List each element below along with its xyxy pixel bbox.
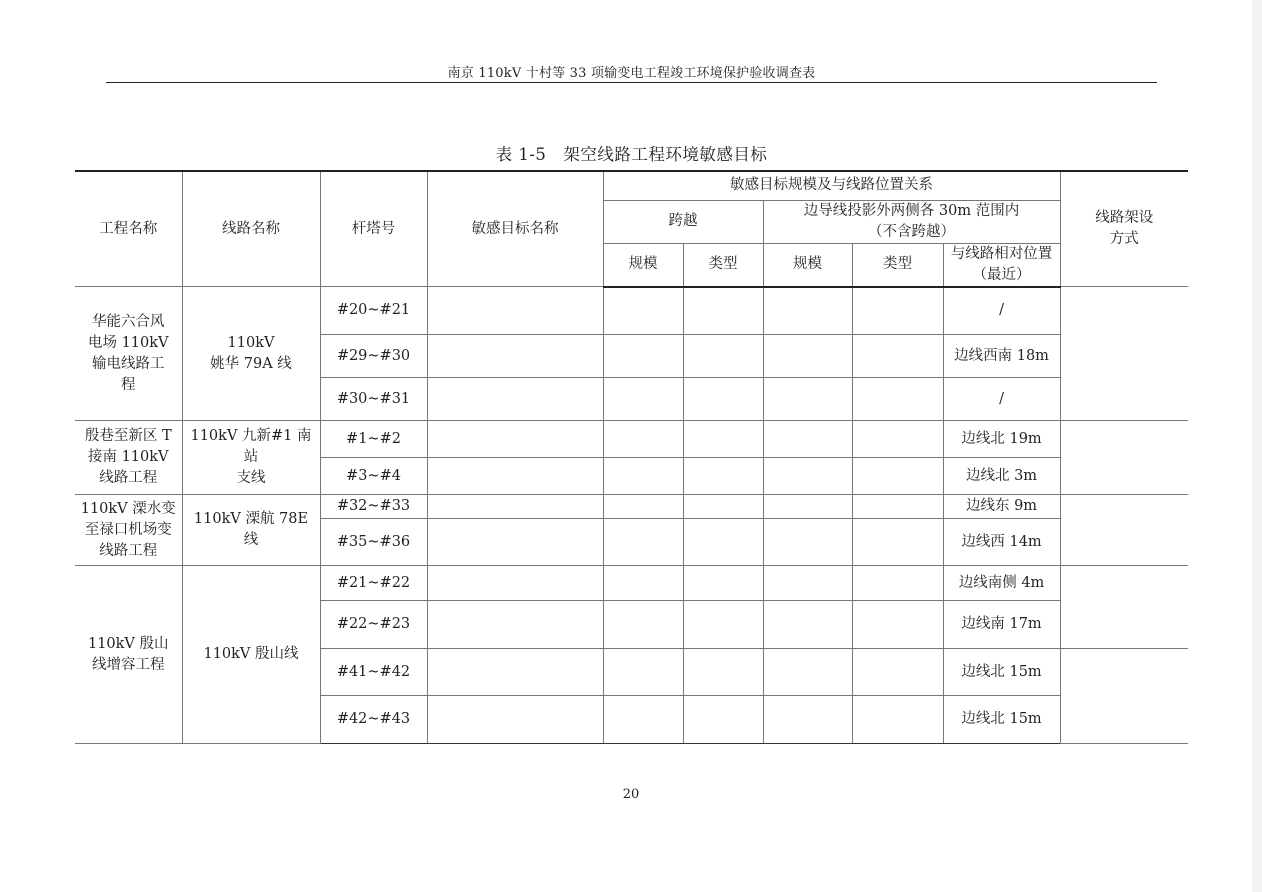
project-name-cell: 110kV 溧水变 至禄口机场变 线路工程 bbox=[75, 495, 182, 566]
side-scale-cell bbox=[763, 458, 852, 495]
side-type-cell bbox=[852, 495, 943, 519]
cross-scale-cell bbox=[603, 335, 683, 378]
side-scale-cell bbox=[763, 335, 852, 378]
relative-position-cell: 边线东 9m bbox=[943, 495, 1060, 519]
cross-type-cell bbox=[683, 287, 763, 335]
side-type-cell bbox=[852, 601, 943, 649]
tower-cell: #30~#31 bbox=[320, 378, 427, 421]
table-row bbox=[75, 495, 1188, 519]
cross-scale-cell bbox=[603, 601, 683, 649]
cross-scale-cell bbox=[603, 287, 683, 335]
cross-type-cell bbox=[683, 378, 763, 421]
side-scale-cell bbox=[763, 421, 852, 458]
relative-position-cell: 边线南 17m bbox=[943, 601, 1060, 649]
side-type-cell bbox=[852, 649, 943, 696]
header-relative-position: 与线路相对位置 （最近） bbox=[943, 243, 1060, 287]
relative-position-cell: / bbox=[943, 378, 1060, 421]
page-number: 20 bbox=[622, 787, 640, 802]
erection-method-cell bbox=[1060, 495, 1188, 566]
side-type-cell bbox=[852, 287, 943, 335]
target-name-cell bbox=[427, 378, 603, 421]
tower-cell: #42~#43 bbox=[320, 696, 427, 744]
header-target-name: 敏感目标名称 bbox=[427, 171, 603, 287]
header-side-range: 边导线投影外两侧各 30m 范围内 （不含跨越） bbox=[763, 200, 1060, 243]
cross-type-cell bbox=[683, 335, 763, 378]
cross-type-cell bbox=[683, 495, 763, 519]
header-tower-number: 杆塔号 bbox=[320, 171, 427, 287]
relative-position-cell: / bbox=[943, 287, 1060, 335]
cross-scale-cell bbox=[603, 458, 683, 495]
side-scale-cell bbox=[763, 696, 852, 744]
side-scale-cell bbox=[763, 495, 852, 519]
cross-type-cell bbox=[683, 458, 763, 495]
cross-scale-cell bbox=[603, 378, 683, 421]
header-divider bbox=[106, 82, 1157, 83]
side-type-cell bbox=[852, 519, 943, 566]
project-name-cell: 110kV 殷山 线增容工程 bbox=[75, 566, 182, 744]
line-name-cell: 110kV 九新#1 南站 支线 bbox=[182, 421, 320, 495]
header-relation: 敏感目标规模及与线路位置关系 bbox=[603, 171, 1060, 200]
relative-position-cell: 边线北 3m bbox=[943, 458, 1060, 495]
header-project-name: 工程名称 bbox=[75, 171, 182, 287]
tower-cell: #29~#30 bbox=[320, 335, 427, 378]
header-cross-scale: 规模 bbox=[603, 243, 683, 287]
target-name-cell bbox=[427, 287, 603, 335]
erection-method-cell bbox=[1060, 421, 1188, 495]
table-row bbox=[75, 287, 1188, 335]
header-cross-type: 类型 bbox=[683, 243, 763, 287]
target-name-cell bbox=[427, 421, 603, 458]
cross-type-cell bbox=[683, 696, 763, 744]
relative-position-cell: 边线北 19m bbox=[943, 421, 1060, 458]
tower-cell: #35~#36 bbox=[320, 519, 427, 566]
cross-type-cell bbox=[683, 601, 763, 649]
cross-type-cell bbox=[683, 566, 763, 601]
project-name-cell: 华能六合风 电场 110kV 输电线路工 程 bbox=[75, 287, 182, 421]
tower-cell: #21~#22 bbox=[320, 566, 427, 601]
header-erection-method: 线路架设 方式 bbox=[1060, 171, 1188, 287]
cross-scale-cell bbox=[603, 566, 683, 601]
header-side-scale: 规模 bbox=[763, 243, 852, 287]
target-name-cell bbox=[427, 335, 603, 378]
cross-scale-cell bbox=[603, 421, 683, 458]
relative-position-cell: 边线西 14m bbox=[943, 519, 1060, 566]
cross-scale-cell bbox=[603, 696, 683, 744]
header-side-type: 类型 bbox=[852, 243, 943, 287]
line-name-cell: 110kV 溧航 78E 线 bbox=[182, 495, 320, 566]
relative-position-cell: 边线南侧 4m bbox=[943, 566, 1060, 601]
target-name-cell bbox=[427, 566, 603, 601]
relative-position-cell: 边线西南 18m bbox=[943, 335, 1060, 378]
tower-cell: #41~#42 bbox=[320, 649, 427, 696]
cross-scale-cell bbox=[603, 519, 683, 566]
tower-cell: #22~#23 bbox=[320, 601, 427, 649]
erection-method-cell bbox=[1060, 566, 1188, 649]
cross-scale-cell bbox=[603, 649, 683, 696]
side-type-cell bbox=[852, 378, 943, 421]
project-name-cell: 殷巷至新区 T 接南 110kV 线路工程 bbox=[75, 421, 182, 495]
header-line-name: 线路名称 bbox=[182, 171, 320, 287]
erection-method-cell bbox=[1060, 649, 1188, 744]
tower-cell: #32~#33 bbox=[320, 495, 427, 519]
tower-cell: #3~#4 bbox=[320, 458, 427, 495]
document-header-title: 南京 110kV 十村等 33 项输变电工程竣工环境保护验收调查表 bbox=[447, 66, 816, 81]
target-name-cell bbox=[427, 519, 603, 566]
line-name-cell: 110kV 姚华 79A 线 bbox=[182, 287, 320, 421]
header-crossing: 跨越 bbox=[603, 200, 763, 243]
cross-scale-cell bbox=[603, 495, 683, 519]
side-type-cell bbox=[852, 566, 943, 601]
tower-cell: #1~#2 bbox=[320, 421, 427, 458]
cross-type-cell bbox=[683, 421, 763, 458]
target-name-cell bbox=[427, 458, 603, 495]
page-edge bbox=[1252, 0, 1262, 892]
line-name-cell: 110kV 殷山线 bbox=[182, 566, 320, 744]
cross-type-cell bbox=[683, 649, 763, 696]
sensitive-targets-table bbox=[75, 170, 1188, 744]
side-scale-cell bbox=[763, 378, 852, 421]
side-scale-cell bbox=[763, 601, 852, 649]
relative-position-cell: 边线北 15m bbox=[943, 649, 1060, 696]
cross-type-cell bbox=[683, 519, 763, 566]
target-name-cell bbox=[427, 649, 603, 696]
target-name-cell bbox=[427, 696, 603, 744]
table-row bbox=[75, 421, 1188, 458]
side-scale-cell bbox=[763, 287, 852, 335]
target-name-cell bbox=[427, 601, 603, 649]
side-type-cell bbox=[852, 421, 943, 458]
side-type-cell bbox=[852, 458, 943, 495]
side-scale-cell bbox=[763, 649, 852, 696]
target-name-cell bbox=[427, 495, 603, 519]
erection-method-cell bbox=[1060, 287, 1188, 421]
side-scale-cell bbox=[763, 519, 852, 566]
tower-cell: #20~#21 bbox=[320, 287, 427, 335]
table-caption: 表 1-5 架空线路工程环境敏感目标 bbox=[495, 145, 768, 164]
table-row bbox=[75, 566, 1188, 601]
side-type-cell bbox=[852, 335, 943, 378]
side-scale-cell bbox=[763, 566, 852, 601]
side-type-cell bbox=[852, 696, 943, 744]
relative-position-cell: 边线北 15m bbox=[943, 696, 1060, 744]
